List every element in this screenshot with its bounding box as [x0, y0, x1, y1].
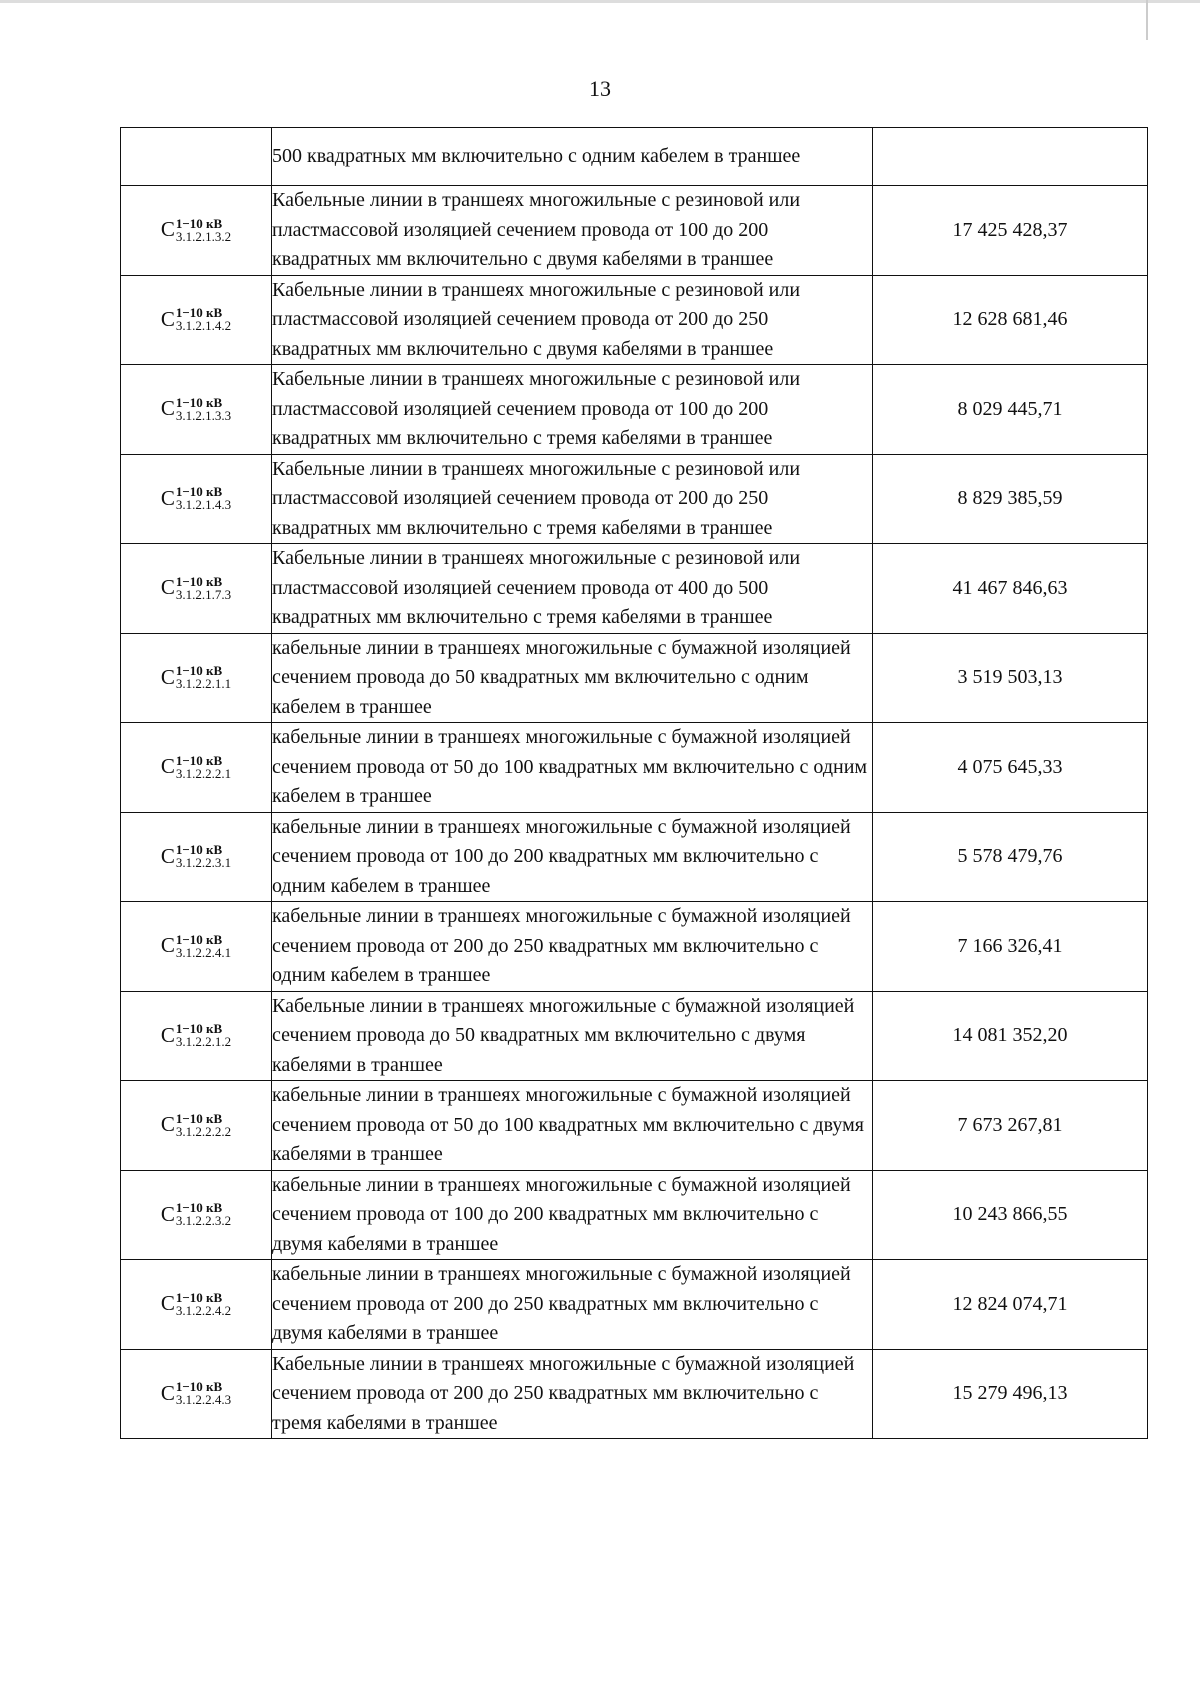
rate-code-indices	[176, 1201, 231, 1227]
scan-edge-right	[1146, 0, 1148, 40]
rate-code	[161, 842, 231, 872]
code-cell	[121, 128, 272, 186]
code-cell	[121, 812, 272, 902]
rate-code	[161, 1200, 231, 1230]
rate-code-index: 3.1.2.1.3.3	[175, 407, 232, 423]
rate-code	[161, 573, 231, 603]
rate-code	[161, 305, 231, 335]
rate-code-index: 3.1.2.2.3.2	[175, 1213, 232, 1229]
rate-code-indices	[176, 1380, 231, 1406]
rate-code-index: 3.1.2.2.1.1	[175, 676, 232, 692]
description-cell: Кабельные линии в траншеях многожильные с резиновой или пластмассовой изоляцией сечением провода от 100 до 200 квадратных мм включительно с тремя кабелями в траншее	[272, 365, 873, 455]
description-cell: Кабельные линии в траншеях многожильные с бумажной изоляцией сечением провода до 50 квадратных мм включительно с двумя кабелями в траншее	[272, 991, 873, 1081]
rate-code-index: 3.1.2.2.1.2	[175, 1034, 232, 1050]
code-cell	[121, 1170, 272, 1260]
description-cell: Кабельные линии в траншеях многожильные с резиновой или пластмассовой изоляцией сечением провода от 400 до 500 квадратных мм включительно с тремя кабелями в траншее	[272, 544, 873, 634]
rate-code-index: 3.1.2.2.4.2	[175, 1302, 232, 1318]
rate-code-indices	[176, 664, 231, 690]
rate-code-base: C	[160, 1380, 175, 1405]
rate-code-voltage: 1−10 кВ	[175, 484, 223, 500]
description-cell: Кабельные линии в траншеях многожильные с резиновой или пластмассовой изоляцией сечением провода от 200 до 250 квадратных мм включительно с тремя кабелями в траншее	[272, 454, 873, 544]
code-cell	[121, 633, 272, 723]
value-cell: 7 673 267,81	[873, 1081, 1148, 1171]
rate-code-voltage: 1−10 кВ	[175, 931, 223, 947]
code-cell	[121, 186, 272, 276]
rate-code	[161, 394, 231, 424]
description-cell: кабельные линии в траншеях многожильные с бумажной изоляцией сечением провода от 50 до 100 квадратных мм включительно с двумя кабелями в траншее	[272, 1081, 873, 1171]
rates-table-body	[121, 128, 1148, 1439]
rate-code-base: C	[160, 664, 175, 689]
table-row	[121, 186, 1148, 276]
rate-code-index: 3.1.2.1.3.2	[175, 228, 232, 244]
table-row	[121, 1170, 1148, 1260]
value-cell: 5 578 479,76	[873, 812, 1148, 902]
rate-code	[161, 215, 231, 245]
code-cell	[121, 1081, 272, 1171]
value-cell: 12 824 074,71	[873, 1260, 1148, 1350]
description-cell: кабельные линии в траншеях многожильные с бумажной изоляцией сечением провода от 100 до 200 квадратных мм включительно с одним кабелем в траншее	[272, 812, 873, 902]
rates-table	[120, 127, 1148, 1439]
rate-code-base: C	[160, 754, 175, 778]
rate-code-indices	[176, 843, 231, 869]
rate-code-indices	[176, 754, 231, 780]
rate-code-index: 3.1.2.2.3.1	[175, 855, 232, 871]
code-cell	[121, 275, 272, 365]
scan-edge-top	[0, 0, 1200, 3]
description-cell: кабельные линии в траншеях многожильные с бумажной изоляцией сечением провода от 50 до 100 квадратных мм включительно с одним кабелем в траншее	[272, 723, 873, 813]
code-cell	[121, 902, 272, 992]
rate-code	[161, 931, 231, 961]
rate-code-base: C	[160, 933, 175, 957]
value-cell: 7 166 326,41	[873, 902, 1148, 992]
page-number: 13	[589, 76, 611, 101]
rate-code	[161, 484, 231, 514]
code-cell	[121, 544, 272, 634]
rate-code-base: C	[160, 575, 175, 599]
code-cell	[121, 1349, 272, 1439]
rate-code-indices	[176, 1112, 231, 1138]
rate-code	[161, 1379, 231, 1409]
table-row	[121, 902, 1148, 992]
table-row	[121, 275, 1148, 365]
rate-code-indices	[176, 306, 231, 332]
rate-code-index: 3.1.2.1.4.3	[175, 497, 232, 513]
rate-code-index: 3.1.2.2.4.1	[175, 944, 232, 960]
table-row	[121, 454, 1148, 544]
rate-code-base: C	[160, 1022, 175, 1047]
rate-code-base: C	[160, 396, 175, 420]
table-row	[121, 991, 1148, 1081]
rate-code-base: C	[160, 306, 175, 331]
code-cell	[121, 723, 272, 813]
value-cell: 14 081 352,20	[873, 991, 1148, 1081]
value-cell: 10 243 866,55	[873, 1170, 1148, 1260]
description-cell: Кабельные линии в траншеях многожильные с резиновой или пластмассовой изоляцией сечением провода от 100 до 200 квадратных мм включительно с двумя кабелями в траншее	[272, 186, 873, 276]
description-cell: кабельные линии в траншеях многожильные с бумажной изоляцией сечением провода до 50 квадратных мм включительно с одним кабелем в траншее	[272, 633, 873, 723]
rate-code	[161, 1110, 231, 1140]
rate-code	[161, 752, 231, 782]
description-cell: кабельные линии в траншеях многожильные с бумажной изоляцией сечением провода от 100 до 200 квадратных мм включительно с двумя кабелями в траншее	[272, 1170, 873, 1260]
code-cell	[121, 454, 272, 544]
rate-code-base: C	[160, 217, 175, 241]
table-row	[121, 1349, 1148, 1439]
value-cell: 41 467 846,63	[873, 544, 1148, 634]
rate-code-voltage: 1−10 кВ	[175, 305, 223, 321]
rate-code-index: 3.1.2.1.7.3	[175, 586, 232, 602]
rate-code-indices	[176, 1291, 231, 1317]
rate-code-base: C	[160, 1291, 175, 1315]
rate-code-indices	[176, 575, 231, 601]
rate-code	[161, 663, 231, 693]
table-row	[121, 1081, 1148, 1171]
rate-code-voltage: 1−10 кВ	[175, 1379, 223, 1395]
rate-code-index: 3.1.2.1.4.2	[175, 318, 232, 334]
rate-code-indices	[176, 933, 231, 959]
code-cell	[121, 365, 272, 455]
table-row	[121, 544, 1148, 634]
value-cell: 4 075 645,33	[873, 723, 1148, 813]
rate-code-voltage: 1−10 кВ	[175, 842, 223, 858]
rate-code-voltage: 1−10 кВ	[175, 394, 223, 410]
rate-code-indices	[176, 217, 231, 243]
rate-code	[161, 1289, 231, 1319]
rate-code-base: C	[160, 1201, 175, 1226]
value-cell: 8 829 385,59	[873, 454, 1148, 544]
table-row	[121, 128, 1148, 186]
rate-code-voltage: 1−10 кВ	[175, 752, 223, 768]
value-cell: 8 029 445,71	[873, 365, 1148, 455]
rate-code	[161, 1021, 231, 1051]
rate-code-indices	[176, 1022, 231, 1048]
value-cell: 17 425 428,37	[873, 186, 1148, 276]
rate-code-indices	[176, 485, 231, 511]
rate-code-voltage: 1−10 кВ	[175, 1021, 223, 1037]
code-cell	[121, 991, 272, 1081]
table-row	[121, 812, 1148, 902]
table-row	[121, 365, 1148, 455]
rate-code-indices	[176, 396, 231, 422]
table-row	[121, 723, 1148, 813]
rate-code-base: C	[160, 1112, 175, 1136]
rate-code-voltage: 1−10 кВ	[175, 1200, 223, 1216]
value-cell: 3 519 503,13	[873, 633, 1148, 723]
value-cell: 12 628 681,46	[873, 275, 1148, 365]
rate-code-base: C	[160, 843, 175, 868]
description-cell: кабельные линии в траншеях многожильные с бумажной изоляцией сечением провода от 200 до 250 квадратных мм включительно с двумя кабелями в траншее	[272, 1260, 873, 1350]
value-cell	[873, 128, 1148, 186]
description-cell: кабельные линии в траншеях многожильные с бумажной изоляцией сечением провода от 200 до 250 квадратных мм включительно с одним кабелем в траншее	[272, 902, 873, 992]
rate-code-voltage: 1−10 кВ	[175, 215, 223, 231]
description-cell: 500 квадратных мм включительно с одним кабелем в траншее	[272, 128, 873, 186]
rate-code-index: 3.1.2.2.2.1	[175, 765, 232, 781]
table-row	[121, 1260, 1148, 1350]
rate-code-voltage: 1−10 кВ	[175, 1289, 223, 1305]
rate-code-voltage: 1−10 кВ	[175, 1110, 223, 1126]
rate-code-index: 3.1.2.2.4.3	[175, 1392, 232, 1408]
description-cell: Кабельные линии в траншеях многожильные с бумажной изоляцией сечением провода от 200 до 250 квадратных мм включительно с тремя кабелями в траншее	[272, 1349, 873, 1439]
code-cell	[121, 1260, 272, 1350]
table-row	[121, 633, 1148, 723]
description-cell: Кабельные линии в траншеях многожильные с резиновой или пластмассовой изоляцией сечением провода от 200 до 250 квадратных мм включительно с двумя кабелями в траншее	[272, 275, 873, 365]
rate-code-voltage: 1−10 кВ	[175, 573, 223, 589]
rate-code-voltage: 1−10 кВ	[175, 663, 223, 679]
value-cell: 15 279 496,13	[873, 1349, 1148, 1439]
rate-code-base: C	[160, 485, 175, 510]
rate-code-index: 3.1.2.2.2.2	[175, 1123, 232, 1139]
